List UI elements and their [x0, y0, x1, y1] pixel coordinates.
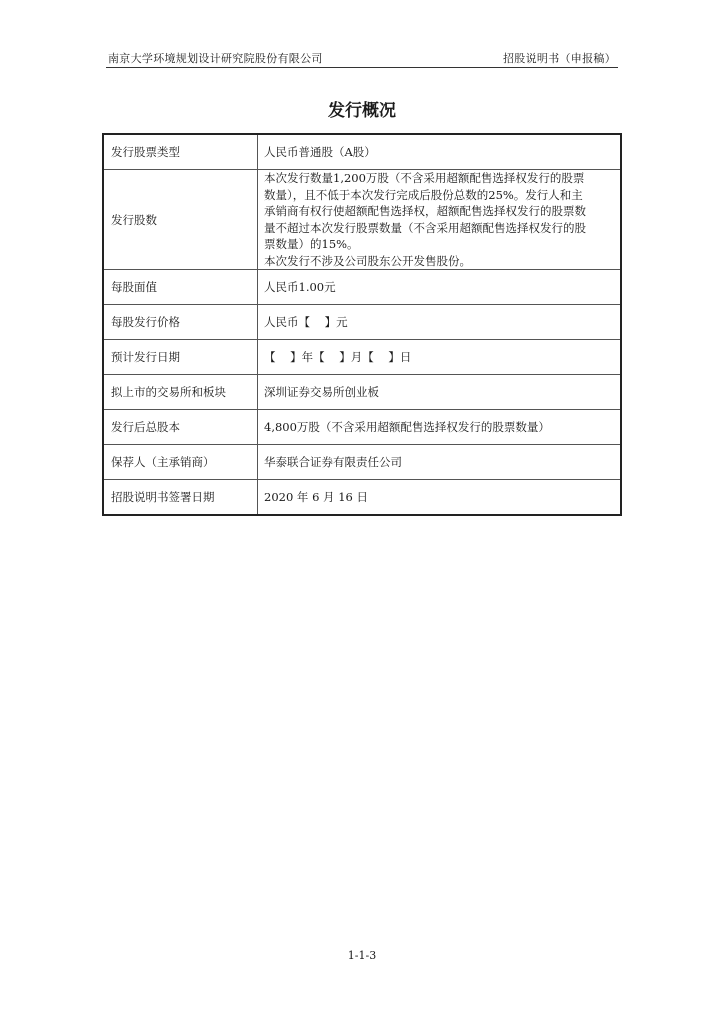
row-value: 2020 年 6 月 16 日	[258, 480, 622, 516]
text-line: 票数量）的15%。	[264, 237, 359, 251]
page-title: 发行概况	[328, 101, 396, 121]
header-document-name: 招股说明书（申报稿）	[503, 52, 616, 65]
row-value: 人民币【 】元	[258, 305, 622, 340]
row-label: 发行股票类型	[103, 134, 258, 170]
row-value-multiline	[258, 170, 622, 270]
row-label: 发行后总股本	[103, 410, 258, 445]
text-line: 量不超过本次发行股票数量（不含采用超额配售选择权发行的股	[264, 220, 586, 235]
row-label: 每股面值	[103, 270, 258, 305]
table-row	[103, 480, 621, 516]
row-value: 华泰联合证券有限责任公司	[258, 445, 622, 480]
offering-overview-table	[102, 133, 622, 516]
row-value: 【 】年【 】月【 】日	[258, 340, 622, 375]
row-value: 人民币1.00元	[258, 270, 622, 305]
row-value: 深圳证券交易所创业板	[258, 375, 622, 410]
row-value: 人民币普通股（A股）	[258, 134, 622, 170]
row-label: 发行股数	[103, 170, 258, 270]
page-header	[106, 50, 618, 66]
table-row	[103, 410, 621, 445]
row-label: 预计发行日期	[103, 340, 258, 375]
header-divider	[106, 67, 618, 68]
row-value: 4,800万股（不含采用超额配售选择权发行的股票数量）	[258, 410, 622, 445]
table-row	[103, 270, 621, 305]
page-number: 1-1-3	[347, 949, 377, 962]
header-company: 南京大学环境规划设计研究院股份有限公司	[108, 52, 323, 65]
row-label: 每股发行价格	[103, 305, 258, 340]
table-row	[103, 305, 621, 340]
text-line: 本次发行数量1,200万股（不含采用超额配售选择权发行的股票	[264, 171, 585, 185]
table-row	[103, 134, 621, 170]
row-label: 招股说明书签署日期	[103, 480, 258, 516]
table-row	[103, 340, 621, 375]
table-row	[103, 375, 621, 410]
row-label: 拟上市的交易所和板块	[103, 375, 258, 410]
row-label: 保荐人（主承销商）	[103, 445, 258, 480]
table-row	[103, 445, 621, 480]
table-row	[103, 170, 621, 270]
text-line: 本次发行不涉及公司股东公开发售股份。	[264, 253, 471, 268]
text-line: 承销商有权行使超额配售选择权，超额配售选择权发行的股票数	[264, 204, 586, 218]
text-line: 数量），且不低于本次发行完成后股份总数的25%。发行人和主	[264, 187, 583, 202]
